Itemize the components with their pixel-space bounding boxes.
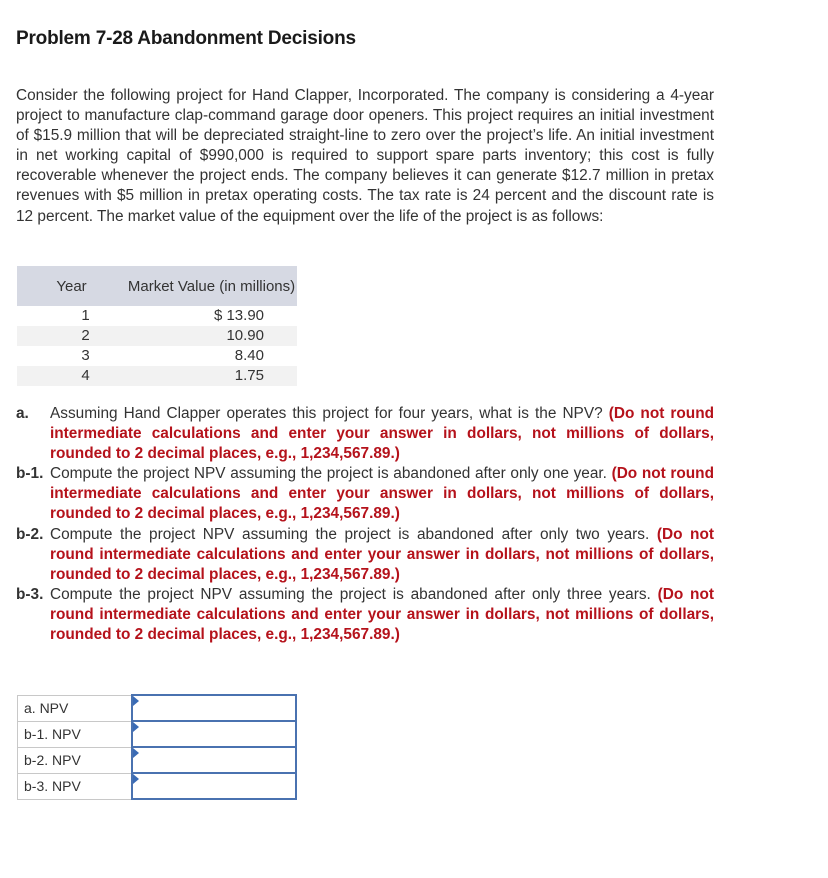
answer-cell [132, 773, 296, 799]
npv-b2-input[interactable] [133, 749, 295, 771]
answer-label: a. NPV [18, 695, 133, 721]
question-instruction: (Do not round intermediate calculations and enter your answer in dollars, not millions of dollars, rounded to 2 decimal places, e.g., 1,234,567.89.) [50, 525, 714, 583]
table-row [17, 366, 297, 386]
question-b2 [16, 525, 714, 585]
input-indicator-icon [133, 774, 139, 784]
answer-row-b2 [18, 747, 297, 773]
table-header-row [17, 266, 297, 306]
question-prompt: Compute the project NPV assuming the project is abandoned after only three years. [50, 585, 658, 603]
answer-row-b1 [18, 721, 297, 747]
question-prompt: Compute the project NPV assuming the project is abandoned after only one year. [50, 465, 612, 483]
npv-b3-input[interactable] [133, 775, 295, 797]
answer-cell [132, 695, 296, 721]
input-indicator-icon [133, 696, 139, 706]
question-text [50, 464, 714, 524]
question-prompt: Assuming Hand Clapper operates this project for four years, what is the NPV? [50, 405, 609, 422]
table-row [17, 346, 297, 366]
market-value-cell: 8.40 [234, 347, 264, 364]
problem-title: Problem 7-28 Abandonment Decisions [16, 28, 356, 49]
question-instruction: (Do not round intermediate calculations and enter your answer in dollars, not millions of dollars, rounded to 2 decimal places, e.g., 1,234,567.89.) [50, 465, 714, 523]
answer-label: b-1. NPV [18, 721, 133, 747]
question-instruction: (Do not round intermediate calculations and enter your answer in dollars, not millions of dollars, rounded to 2 decimal places, e.g., 1,234,567.89.) [50, 405, 715, 463]
market-value-cell: $ 13.90 [213, 307, 264, 324]
question-prompt: Compute the project NPV assuming the project is abandoned after only two years. [50, 525, 657, 543]
question-a [16, 404, 714, 464]
answer-table [17, 694, 297, 800]
question-instruction: (Do not round intermediate calculations and enter your answer in dollars, not millions of dollars, rounded to 2 decimal places, e.g., 1,234,567.89.) [50, 585, 714, 644]
question-label: b-1. [16, 465, 44, 483]
question-b3 [16, 585, 714, 645]
question-label: b-3. [16, 585, 44, 603]
answer-label: b-2. NPV [18, 747, 133, 773]
question-list [16, 404, 714, 645]
npv-a-input[interactable] [133, 697, 295, 719]
year-column-header: Year [17, 266, 126, 306]
answer-row-a [18, 695, 297, 721]
market-value-table [17, 266, 297, 386]
question-text [50, 404, 714, 464]
question-label: b-2. [16, 525, 44, 543]
market-value-cell: 10.90 [126, 326, 297, 346]
question-text [50, 585, 714, 645]
market-value-cell: 1.75 [126, 366, 297, 386]
question-text [50, 525, 714, 585]
answer-cell [132, 747, 296, 773]
problem-description: Consider the following project for Hand Clapper, Incorporated. The company is considering a 4-year project to manufacture clap-command garage door openers. This project requires an initial investment of $15.9 million that will be depreciated straight-line to zero over the project’s life. An initial investment in net working capital of $990,000 is required to support spare parts inventory; this cost is fully recoverable whenever the project ends. The company believes it can generate $12.7 million in pretax revenues with $5 million in pretax operating costs. The tax rate is 24 percent and the discount rate is 12 percent. The market value of the equipment over the life of the project is as follows: [16, 87, 714, 225]
table-row [17, 326, 297, 346]
year-cell: 3 [81, 347, 90, 364]
year-cell: 2 [17, 326, 126, 346]
input-indicator-icon [133, 722, 139, 732]
year-cell: 4 [17, 366, 126, 386]
answer-label: b-3. NPV [18, 773, 133, 799]
npv-b1-input[interactable] [133, 723, 295, 745]
answer-cell [132, 721, 296, 747]
market-value-column-header: Market Value (in millions) [126, 266, 297, 306]
question-b1 [16, 464, 714, 524]
table-row [17, 306, 297, 326]
question-label: a. [16, 405, 29, 422]
answer-row-b3 [18, 773, 297, 799]
year-cell: 1 [81, 307, 90, 324]
input-indicator-icon [133, 748, 139, 758]
